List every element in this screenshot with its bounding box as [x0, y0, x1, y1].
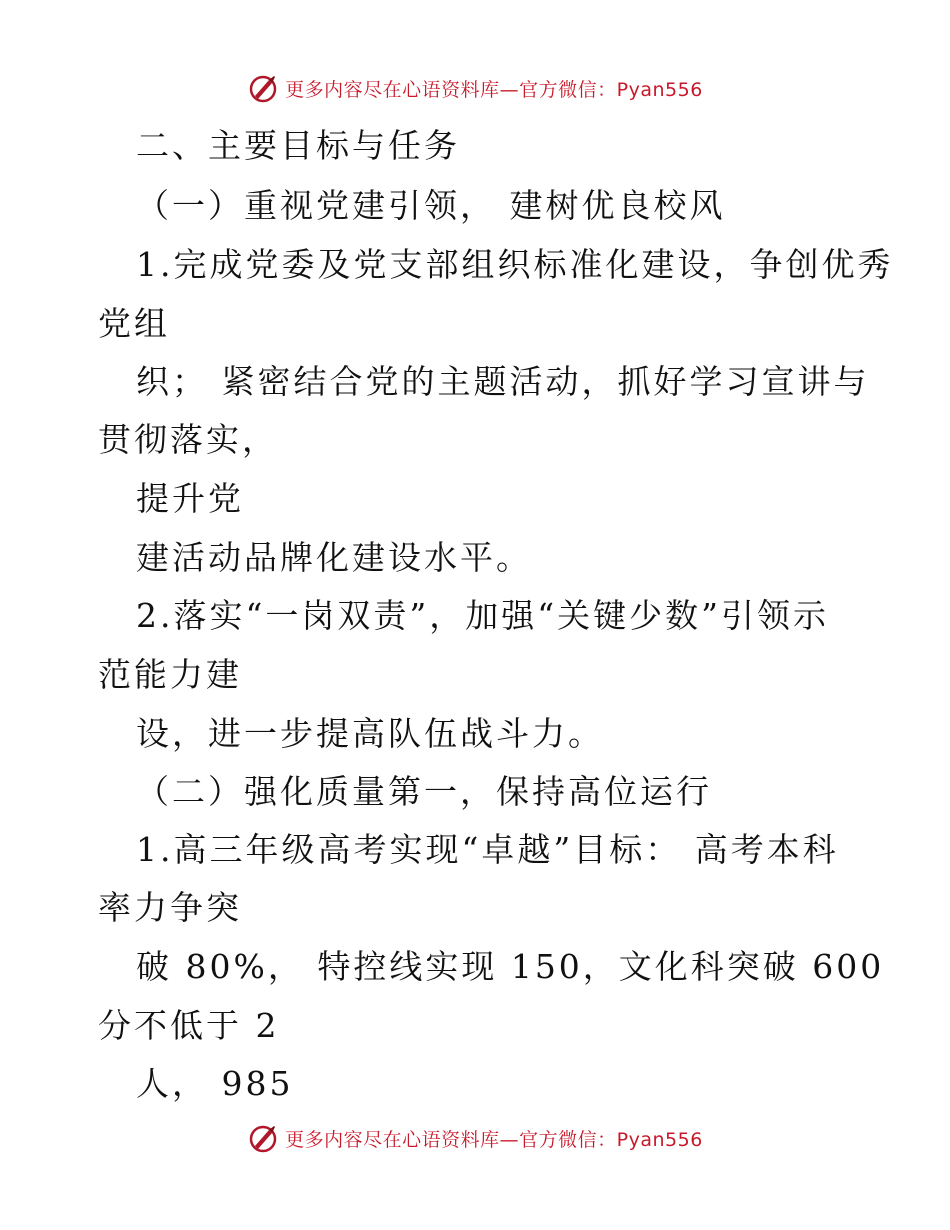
paragraph-line: 破 80%， 特控线实现 150，文化科突破 600: [136, 947, 885, 986]
subsection-heading: （一）重视党建引领， 建树优良校风: [136, 186, 726, 225]
paragraph-line: 1.完成党委及党支部组织标准化建设，争创优秀: [136, 245, 894, 284]
pen-logo-icon: [247, 1122, 279, 1154]
paragraph-line: 建活动品牌化建设水平。: [136, 538, 532, 577]
paragraph-line: 范能力建: [98, 655, 242, 694]
paragraph-line: 设，进一步提高队伍战斗力。: [136, 714, 604, 753]
paragraph-line: 1.高三年级高考实现“卓越”目标： 高考本科: [136, 830, 839, 869]
paragraph-line: 党组: [98, 304, 170, 343]
paragraph-line: 织； 紧密结合党的主题活动，抓好学习宣讲与: [136, 362, 870, 401]
pen-logo-icon: [247, 72, 279, 104]
header-watermark: [0, 72, 950, 104]
paragraph-line: 人， 985: [136, 1064, 294, 1103]
footer-watermark: [0, 1122, 950, 1154]
paragraph-line: 提升党: [136, 479, 244, 518]
subsection-heading: （二）强化质量第一，保持高位运行: [136, 772, 712, 811]
watermark-text: 更多内容尽在心语资料库—官方微信：Pyan556: [285, 1128, 703, 1151]
paragraph-line: 率力争突: [98, 888, 242, 927]
paragraph-line: 贯彻落实，: [98, 420, 278, 459]
watermark-text: 更多内容尽在心语资料库—官方微信：Pyan556: [285, 78, 703, 101]
paragraph-line: 分不低于 2: [98, 1006, 280, 1045]
section-heading: 二、主要目标与任务: [136, 126, 460, 165]
paragraph-line: 2.落实“一岗双责”，加强“关键少数”引领示: [136, 596, 829, 635]
